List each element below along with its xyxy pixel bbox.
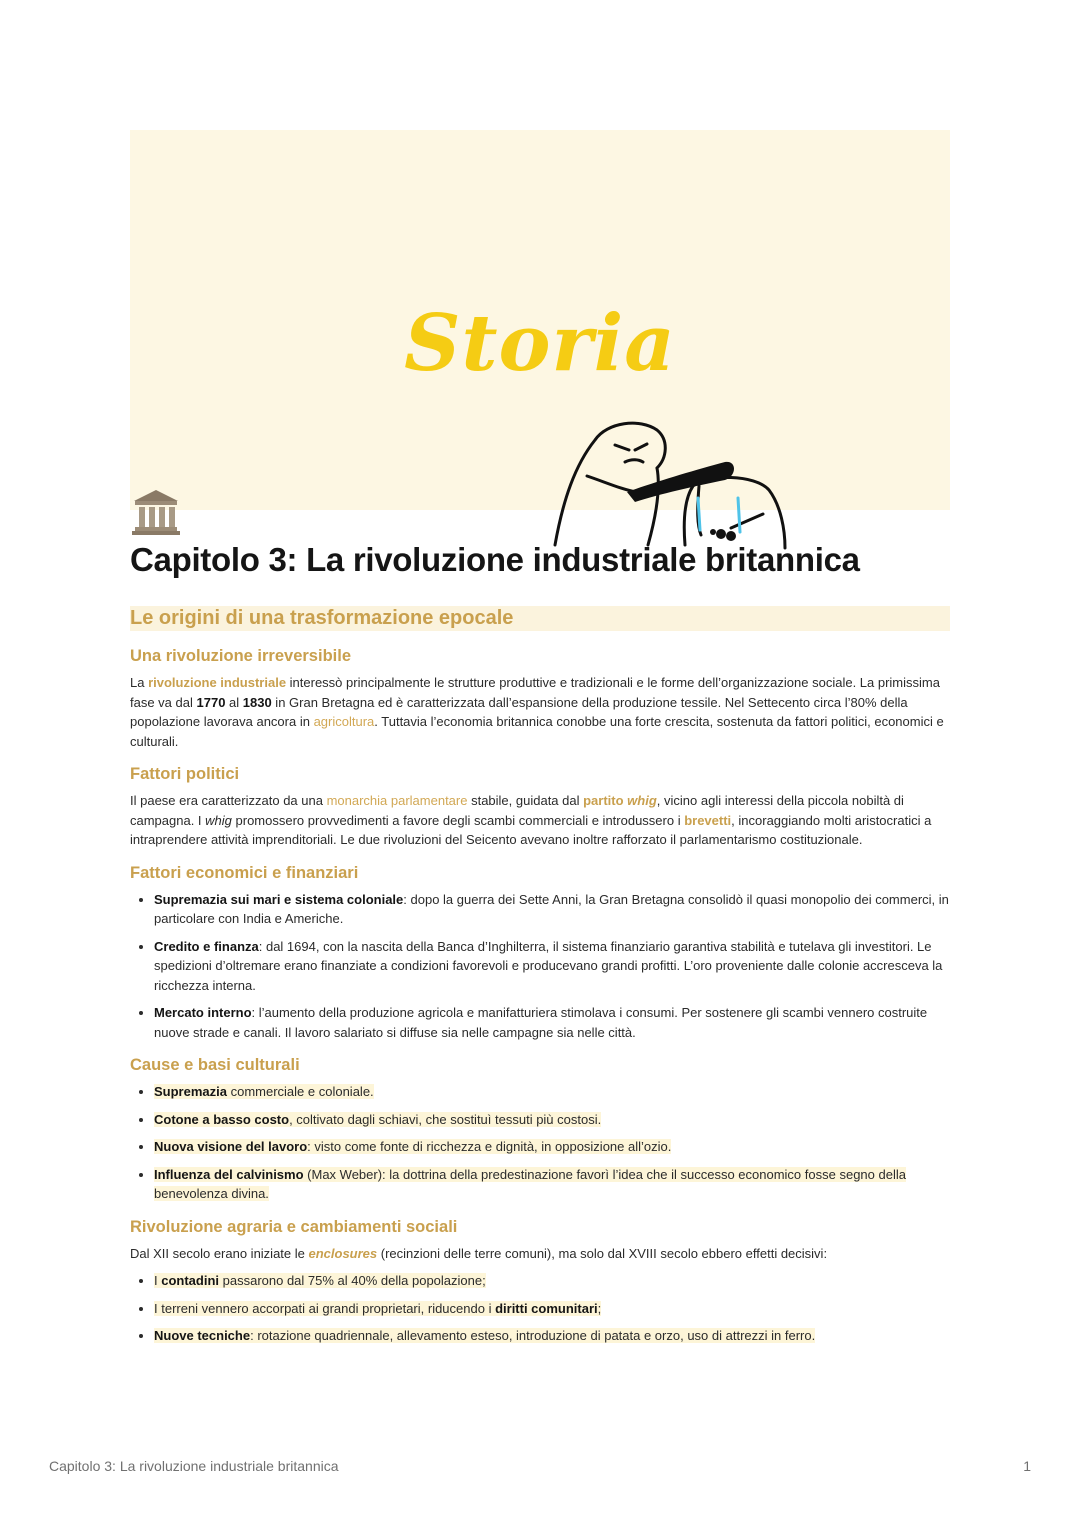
list-cause-culturali xyxy=(130,1082,950,1204)
list-item: • Nuove tecniche: rotazione quadriennale, allevamento esteso, introduzione di patata e orzo, uso di attrezzi in ferro. xyxy=(154,1326,950,1346)
list-item: • Cotone a basso costo, coltivato dagli schiavi, che sostituì tessuti più costosi. xyxy=(154,1110,950,1130)
paragraph-rivoluzione: La rivoluzione industriale interessò principalmente le strutture produttive e tradizionali e le forme dell’organizzazione sociale. La primissima fase va dal 1770 al 1830 in Gran Bretagna ed è caratterizzata dall’espansione della produzione tessile. Nel Settecento circa l’80% della popolazione lavorava ancora in agricoltura. Tuttavia l’economia britannica conobbe una forte crescita, sostenuta da fattori politici, economici e culturali. xyxy=(130,675,944,749)
paragraph-rivoluzione-agraria: Dal XII secolo erano iniziate le enclosures (recinzioni delle terre comuni), ma solo dal XVIII secolo ebbero effetti decisivi: xyxy=(130,1245,828,1261)
subheading-rivoluzione-agraria: Rivoluzione agraria e cambiamenti sociali xyxy=(130,1217,458,1236)
link-rivoluzione-industriale[interactable]: rivoluzione industriale xyxy=(148,675,287,690)
subheading-fattori-economici: Fattori economici e finanziari xyxy=(130,863,359,882)
term-enclosures: enclosures xyxy=(308,1245,378,1261)
list-item: • Mercato interno: l’aumento della produzione agricola e manifatturiera stimolava i consumi. Per sostenere gli scambi vennero costruite nuove strade e canali. Il lavoro salariato si diffuse sia nelle campagne sia nelle città. xyxy=(154,1003,950,1042)
subheading-rivoluzione: Una rivoluzione irreversibile xyxy=(130,647,351,665)
document-body xyxy=(130,536,950,1354)
list-item: • I contadini passarono dal 75% al 40% della popolazione; xyxy=(154,1271,950,1291)
list-item: • Supremazia sui mari e sistema coloniale: dopo la guerra dei Sette Anni, la Gran Bretagna consolidò il quasi monopolio dei commerci, in particolare con India e Americhe. xyxy=(154,890,950,929)
link-agricoltura[interactable]: agricoltura xyxy=(313,714,375,729)
footer-title: Capitolo 3: La rivoluzione industriale britannica xyxy=(49,1458,339,1474)
classical-building-icon xyxy=(130,486,182,538)
page-title: Capitolo 3: La rivoluzione industriale britannica xyxy=(130,541,860,578)
subheading-fattori-politici: Fattori politici xyxy=(130,765,240,783)
list-item: • Credito e finanza: dal 1694, con la nascita della Banca d’Inghilterra, il sistema finanziario garantiva stabilità e tutelava gli investitori. Le spedizioni d’oltremare erano finanziate a condizioni favorevoli e producevano grandi profitti. L’oro proveniente dalle colonie accresceva la ricchezza interna. xyxy=(154,937,950,996)
subheading-cause-culturali: Cause e basi culturali xyxy=(130,1056,300,1074)
list-item: • Supremazia commerciale e coloniale. xyxy=(154,1082,950,1102)
cover-banner xyxy=(130,130,950,510)
term-brevetti: brevetti xyxy=(684,812,732,828)
paragraph-fattori-politici: Il paese era caratterizzato da una monarchia parlamentare stabile, guidata dal partito whig, vicino agli interessi della piccola nobiltà di campagna. I whig promossero provvedimenti a favore degli scambi commerciali e introdussero i brevetti, incoraggiando molti aristocratici a intraprendere attività imprenditoriali. Le due rivoluzioni del Seicento avevano inoltre rafforzato il parlamentarismo costituzionale. xyxy=(130,793,932,847)
list-item: • Nuova visione del lavoro: visto come fonte di ricchezza e dignità, in opposizione all’ozio. xyxy=(154,1137,950,1157)
list-item: • I terreni vennero accorpati ai grandi proprietari, riducendo i diritti comunitari; xyxy=(154,1299,950,1319)
list-item: • Influenza del calvinismo (Max Weber): la dottrina della predestinazione favorì l’idea che il successo economico fosse segno della benevolenza divina. xyxy=(154,1165,950,1204)
page-number: 1 xyxy=(1023,1458,1031,1474)
term-partito-whig: partito whig xyxy=(583,793,657,808)
section-heading: Le origini di una trasformazione epocale xyxy=(130,606,950,631)
link-monarchia-parlamentare[interactable]: monarchia parlamentare xyxy=(326,793,468,808)
cover-title: Storia xyxy=(404,298,676,389)
list-rivoluzione-agraria xyxy=(130,1271,950,1346)
list-fattori-economici xyxy=(130,890,950,1043)
